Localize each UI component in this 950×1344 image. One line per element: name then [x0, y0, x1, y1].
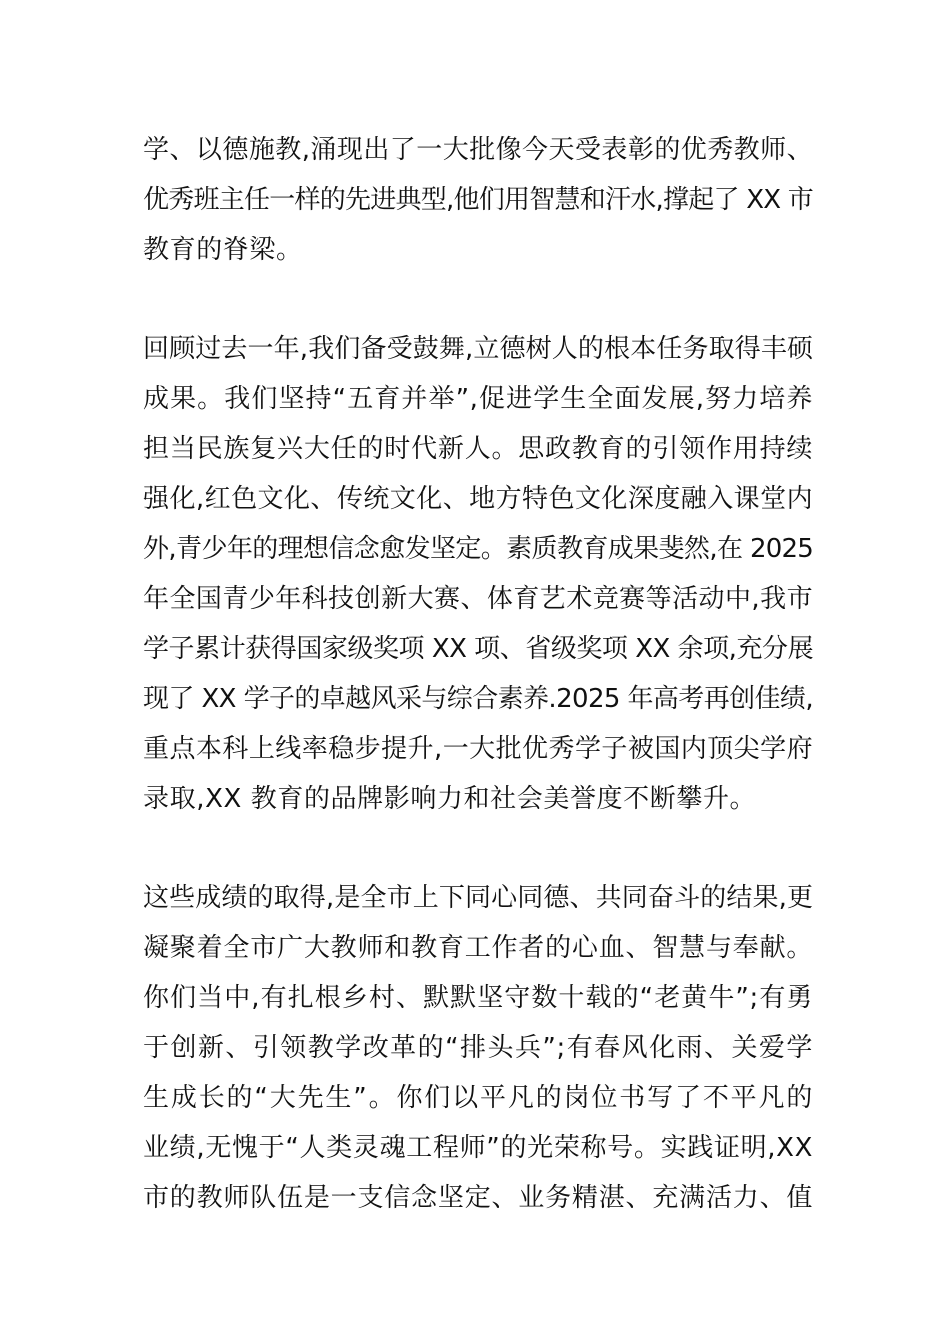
text-line: 现了 XX 学子的卓越风采与综合素养.2025 年高考再创佳绩, [143, 684, 813, 714]
text-line: 成果。我们坚持“五育并举”,促进学生全面发展,努力培养 [143, 384, 813, 414]
text-line: 凝聚着全市广大教师和教育工作者的心血、智慧与奉献。 [143, 933, 813, 963]
text-line: 年全国青少年科技创新大赛、体育艺术竞赛等活动中,我市 [143, 584, 813, 614]
text-line: 于创新、引领教学改革的“排头兵”;有春风化雨、关爱学 [143, 1033, 813, 1063]
text-line: 你们当中,有扎根乡村、默默坚守数十载的“老黄牛”;有勇 [143, 983, 813, 1013]
text-line: 回顾过去一年,我们备受鼓舞,立德树人的根本任务取得丰硕 [143, 334, 813, 364]
text-line: 强化,红色文化、传统文化、地方特色文化深度融入课堂内 [143, 484, 813, 514]
text-line: 业绩,无愧于“人类灵魂工程师”的光荣称号。实践证明,XX [143, 1133, 813, 1163]
text-line: 这些成绩的取得,是全市上下同心同德、共同奋斗的结果,更 [143, 883, 813, 913]
text-line: 学、以德施教,涌现出了一大批像今天受表彰的优秀教师、 [143, 135, 813, 165]
text-line: 重点本科上线率稳步提升,一大批优秀学子被国内顶尖学府 [143, 734, 813, 764]
text-line: 担当民族复兴大任的时代新人。思政教育的引领作用持续 [143, 434, 813, 464]
text-line: 教育的脊梁。 [143, 235, 303, 265]
text-line: 生成长的“大先生”。你们以平凡的岗位书写了不平凡的 [143, 1083, 813, 1113]
text-line: 优秀班主任一样的先进典型,他们用智慧和汗水,撑起了 XX 市 [143, 185, 813, 215]
text-line: 录取,XX 教育的品牌影响力和社会美誉度不断攀升。 [143, 784, 757, 814]
text-line: 外,青少年的理想信念愈发坚定。素质教育成果斐然,在 2025 [143, 534, 813, 564]
text-line: 学子累计获得国家级奖项 XX 项、省级奖项 XX 余项,充分展 [143, 634, 813, 664]
text-line: 市的教师队伍是一支信念坚定、业务精湛、充满活力、值 [143, 1183, 813, 1213]
